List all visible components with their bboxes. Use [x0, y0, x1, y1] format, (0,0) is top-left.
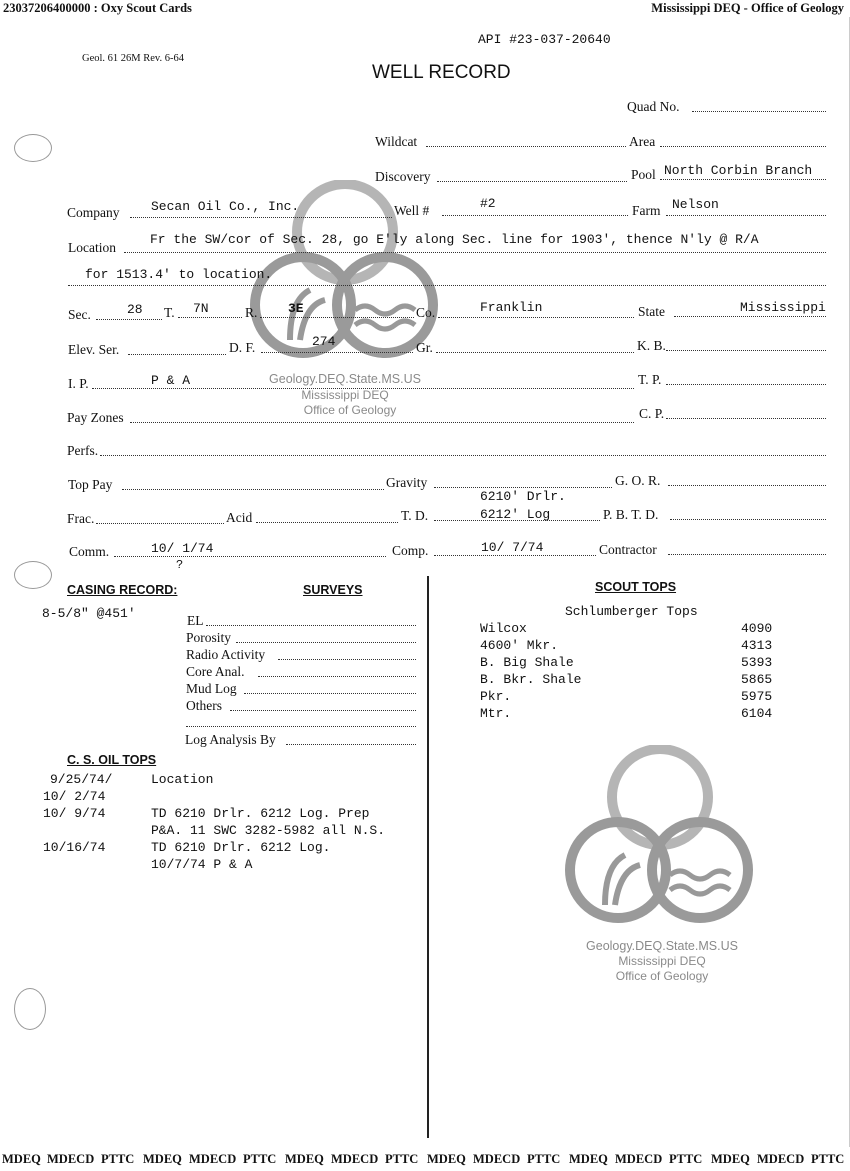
label-td: T. D.	[401, 508, 429, 523]
survey-el: EL	[187, 613, 204, 628]
survey-radio-activity: Radio Activity	[186, 647, 266, 662]
scout-top-name: 4600' Mkr.	[480, 638, 559, 653]
footer-item: PTTC	[101, 1152, 135, 1166]
value-pool: North Corbin Branch	[664, 163, 813, 178]
label-df: D. F.	[229, 340, 256, 355]
label-t: T.	[164, 305, 175, 320]
label-comm: Comm.	[69, 544, 110, 559]
footer-item: MDECD	[47, 1152, 95, 1166]
cs-entry-text: TD 6210 Drlr. 6212 Log. Prep	[151, 806, 370, 821]
scout-top-name: Pkr.	[480, 689, 512, 704]
value-td-drlr: 6210' Drlr.	[480, 489, 566, 504]
label-state: State	[638, 304, 665, 319]
label-co: Co.	[416, 305, 436, 320]
watermark-text-2-line3: Office of Geology	[615, 969, 709, 983]
survey-porosity: Porosity	[186, 630, 232, 645]
survey-others: Others	[186, 698, 222, 713]
label-discovery: Discovery	[375, 169, 431, 184]
value-ip: P & A	[151, 373, 191, 388]
cs-entry-text: TD 6210 Drlr. 6212 Log.	[151, 840, 331, 855]
cs-entry-text: P&A. 11 SWC 3282-5982 all N.S.	[151, 823, 386, 838]
footer-item: MDEQ	[2, 1152, 41, 1166]
label-wildcat: Wildcat	[375, 134, 418, 149]
label-farm: Farm	[632, 203, 661, 218]
scout-top-depth: 6104	[741, 706, 773, 721]
footer-item: PTTC	[527, 1152, 561, 1166]
scout-top-name: B. Big Shale	[480, 655, 574, 670]
label-area: Area	[629, 134, 656, 149]
footer-item: MDEQ	[569, 1152, 608, 1166]
header-right: Mississippi DEQ - Office of Geology	[651, 1, 844, 15]
watermark-text-1-line2: Mississippi DEQ	[301, 388, 389, 402]
label-kb: K. B.	[637, 338, 666, 353]
value-co: Franklin	[480, 300, 543, 315]
value-df: 274	[312, 334, 336, 349]
value-sec: 28	[127, 302, 143, 317]
label-cp: C. P.	[639, 406, 665, 421]
label-gor: G. O. R.	[615, 473, 661, 488]
footer-item: MDECD	[615, 1152, 663, 1166]
value-comm-note: ?	[176, 558, 184, 572]
label-frac: Frac.	[67, 511, 95, 526]
cs-entry-date: 9/25/74/	[50, 772, 113, 787]
value-state: Mississippi	[740, 300, 826, 315]
value-company: Secan Oil Co., Inc.	[151, 199, 300, 214]
label-perfs: Perfs.	[67, 443, 99, 458]
footer-item: PTTC	[243, 1152, 277, 1166]
label-well-no: Well #	[394, 203, 430, 218]
label-sec: Sec.	[68, 307, 91, 322]
footer-item: MDEQ	[143, 1152, 182, 1166]
survey-core-anal: Core Anal.	[186, 664, 245, 679]
punch-hole-bottom	[14, 988, 46, 1030]
scout-top-depth: 4313	[741, 638, 773, 653]
value-r: 3E	[288, 301, 304, 316]
value-td-log: 6212' Log	[480, 507, 551, 522]
survey-log-analysis-by: Log Analysis By	[185, 732, 276, 747]
label-company: Company	[67, 205, 120, 220]
value-comm: 10/ 1/74	[151, 541, 214, 556]
form-code: Geol. 61 26M Rev. 6-64	[82, 53, 184, 64]
footer-item: MDECD	[331, 1152, 379, 1166]
scout-top-depth: 5975	[741, 689, 773, 704]
label-quad-no: Quad No.	[627, 99, 680, 114]
casing-record-heading: CASING RECORD:	[67, 583, 178, 597]
cs-entry-date: 10/ 9/74	[43, 806, 106, 821]
footer-item: MDECD	[473, 1152, 521, 1166]
label-contractor: Contractor	[599, 542, 657, 557]
watermark-text-2-line2: Mississippi DEQ	[618, 954, 706, 968]
footer-item: PTTC	[385, 1152, 419, 1166]
value-t: 7N	[193, 301, 209, 316]
label-top-pay: Top Pay	[68, 477, 113, 492]
footer-item: PTTC	[669, 1152, 703, 1166]
page-title: WELL RECORD	[372, 62, 511, 83]
cs-entry-date: 10/16/74	[43, 840, 106, 855]
cs-entry-date: 10/ 2/74	[43, 789, 106, 804]
footer-item: PTTC	[811, 1152, 845, 1166]
scout-tops-subheading: Schlumberger Tops	[565, 604, 698, 619]
value-comp: 10/ 7/74	[481, 540, 544, 555]
scout-top-depth: 4090	[741, 621, 773, 636]
punch-hole-top	[14, 134, 52, 162]
casing-record-value: 8-5/8" @451'	[42, 606, 136, 621]
footer-item: MDECD	[189, 1152, 237, 1166]
watermark-text-1-line3: Office of Geology	[303, 403, 397, 417]
header-left: 23037206400000 : Oxy Scout Cards	[3, 1, 192, 15]
watermark-text-1-line1: Geology.DEQ.State.MS.US	[269, 372, 421, 386]
label-acid: Acid	[226, 510, 253, 525]
footer-item: MDEQ	[711, 1152, 750, 1166]
footer-item: MDEQ	[427, 1152, 466, 1166]
footer-item: MDEQ	[285, 1152, 324, 1166]
cs-oil-tops-heading: C. S. OIL TOPS	[67, 753, 157, 767]
cs-entry-text: 10/7/74 P & A	[151, 857, 253, 872]
scout-top-name: Wilcox	[480, 621, 527, 636]
api-number: API #23-037-20640	[478, 32, 611, 47]
label-location: Location	[68, 240, 116, 255]
label-pool: Pool	[631, 167, 656, 182]
label-pbtd: P. B. T. D.	[603, 507, 659, 522]
scout-top-name: B. Bkr. Shale	[480, 672, 582, 687]
label-elev-ser: Elev. Ser.	[68, 342, 120, 357]
value-well-no: #2	[480, 196, 496, 211]
label-gr: Gr.	[416, 340, 433, 355]
value-farm: Nelson	[672, 197, 719, 212]
watermark-logo-2	[560, 745, 760, 935]
cs-entry-text: Location	[151, 772, 214, 787]
label-ip: I. P.	[68, 376, 89, 391]
column-divider	[427, 576, 429, 1138]
survey-mud-log: Mud Log	[186, 681, 237, 696]
scout-top-depth: 5393	[741, 655, 773, 670]
label-tp: T. P.	[638, 372, 662, 387]
value-location-line1: Fr the SW/cor of Sec. 28, go E'ly along Sec. line for 1903', thence N'ly @ R/A	[150, 232, 759, 247]
punch-hole-mid	[14, 561, 52, 589]
label-pay-zones: Pay Zones	[67, 410, 124, 425]
label-r: R.	[245, 305, 258, 320]
scout-tops-heading: SCOUT TOPS	[595, 580, 677, 594]
watermark-text-2-line1: Geology.DEQ.State.MS.US	[586, 939, 738, 953]
scout-top-name: Mtr.	[480, 706, 512, 721]
footer-item: MDECD	[757, 1152, 805, 1166]
scout-top-depth: 5865	[741, 672, 773, 687]
value-location-line2: for 1513.4' to location.	[85, 267, 273, 282]
label-comp: Comp.	[392, 543, 429, 558]
surveys-heading: SURVEYS	[303, 583, 363, 597]
label-gravity: Gravity	[386, 475, 428, 490]
